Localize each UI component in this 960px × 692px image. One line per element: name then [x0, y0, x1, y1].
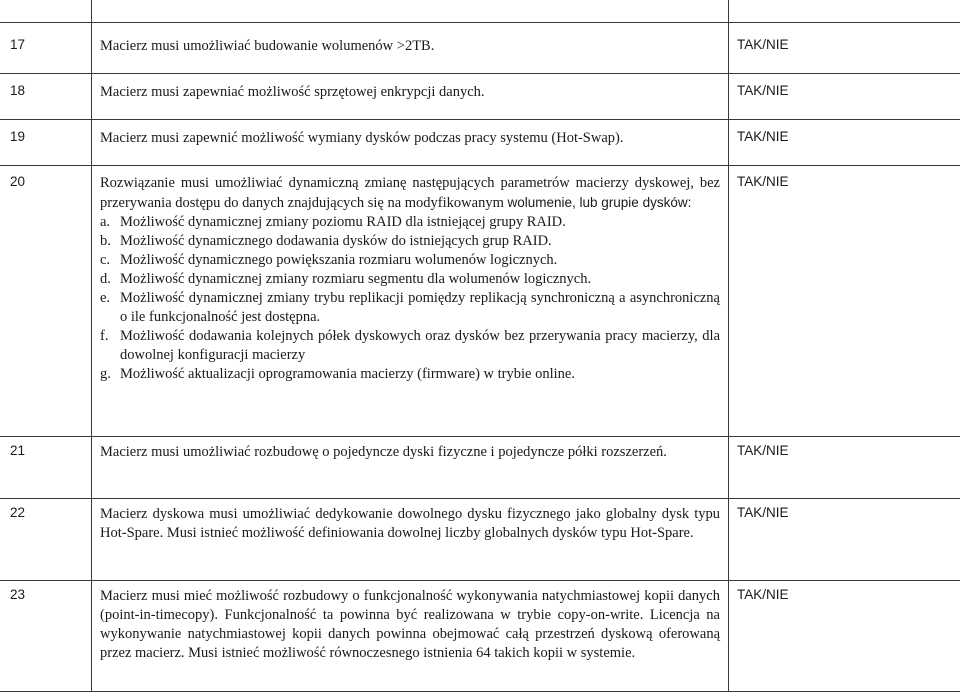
row-number: 23: [0, 581, 92, 692]
answer-cell[interactable]: TAK/NIE: [729, 120, 960, 166]
requirement-text: Macierz musi mieć możliwość rozbudowy o funkcjonalność wykonywania natychmiastowej kopii danych (point-in-timecopy). Funkcjonalność ta powinna być realizowana w trybie copy-on-write. Licencja na wykonywanie natychmiastowej kopii danych powinna obejmować całą przestrzeń dyskową oferowaną przez macierz. Musi istnieć możliwość równoczesnego istnienia 64 takich kopii w systemie.: [92, 581, 729, 692]
row-number: 21: [0, 437, 92, 499]
list-item: [100, 270, 720, 289]
answer-cell[interactable]: TAK/NIE: [729, 499, 960, 581]
list-item: [100, 251, 720, 270]
list-item-letter: b.: [100, 232, 120, 251]
row-number: 18: [0, 74, 92, 120]
table-row: [0, 437, 960, 499]
requirement-text: Macierz musi zapewnić możliwość wymiany dysków podczas pracy systemu (Hot-Swap).: [92, 120, 729, 166]
list-item-text: Możliwość dynamicznej zmiany rozmiaru segmentu dla wolumenów logicznych.: [120, 270, 720, 289]
list-item-letter: d.: [100, 270, 120, 289]
answer-cell[interactable]: TAK/NIE: [729, 166, 960, 437]
table-row: [0, 499, 960, 581]
list-item-text: Możliwość aktualizacji oprogramowania macierzy (firmware) w trybie online.: [120, 365, 720, 384]
table-row: [0, 166, 960, 437]
cell-empty: [0, 0, 92, 23]
requirement-text: Macierz musi umożliwiać budowanie wolumenów >2TB.: [92, 23, 729, 74]
list-item-text: Możliwość dynamicznego powiększania rozmiaru wolumenów logicznych.: [120, 251, 720, 270]
answer-cell[interactable]: TAK/NIE: [729, 437, 960, 499]
requirement-text: [92, 166, 729, 437]
list-item-text: Możliwość dynamicznej zmiany trybu replikacji pomiędzy replikacją synchroniczną a asynchroniczną o ile funkcjonalność jest dostępna.: [120, 289, 720, 327]
list-item-text: Możliwość dynamicznego dodawania dysków do istniejących grup RAID.: [120, 232, 720, 251]
row-number: 19: [0, 120, 92, 166]
requirement-intro: [100, 174, 720, 213]
cell-empty: [92, 0, 729, 23]
answer-cell[interactable]: TAK/NIE: [729, 581, 960, 692]
list-item-letter: c.: [100, 251, 120, 270]
requirement-text: Macierz dyskowa musi umożliwiać dedykowanie dowolnego dysku fizycznego jako globalny dysk typu Hot-Spare. Musi istnieć możliwość definiowania dowolnej liczby globalnych dysków typu Hot-Spare.: [92, 499, 729, 581]
requirement-text: Macierz musi zapewniać możliwość sprzętowej enkrypcji danych.: [92, 74, 729, 120]
row-number: 17: [0, 23, 92, 74]
list-item: [100, 365, 720, 384]
table-row-top: [0, 0, 960, 23]
table-row: [0, 74, 960, 120]
answer-cell[interactable]: TAK/NIE: [729, 74, 960, 120]
list-item: [100, 232, 720, 251]
list-item-letter: f.: [100, 327, 120, 365]
list-item: [100, 213, 720, 232]
row-number: 20: [0, 166, 92, 437]
list-item: [100, 289, 720, 327]
row-number: 22: [0, 499, 92, 581]
requirement-intro-b: wolumenie, lub grupie dysków:: [507, 195, 691, 210]
table-row: [0, 581, 960, 692]
list-item-letter: e.: [100, 289, 120, 327]
cell-empty: [729, 0, 960, 23]
table-row: [0, 120, 960, 166]
requirement-intro-a: Rozwiązanie musi umożliwiać dynamiczną zmianę następujących parametrów macierzy dyskowej, bez przerywania dostępu do danych znajdujących się na modyfikowanym: [100, 175, 720, 211]
table-row: [0, 23, 960, 74]
list-item-letter: g.: [100, 365, 120, 384]
answer-cell[interactable]: TAK/NIE: [729, 23, 960, 74]
requirement-text: Macierz musi umożliwiać rozbudowę o pojedyncze dyski fizyczne i pojedyncze półki rozszerzeń.: [92, 437, 729, 499]
list-item-letter: a.: [100, 213, 120, 232]
list-item-text: Możliwość dynamicznej zmiany poziomu RAID dla istniejącej grupy RAID.: [120, 213, 720, 232]
list-item-text: Możliwość dodawania kolejnych półek dyskowych oraz dysków bez przerywania pracy macierzy, dla dowolnej konfiguracji macierzy: [120, 327, 720, 365]
list-item: [100, 327, 720, 365]
